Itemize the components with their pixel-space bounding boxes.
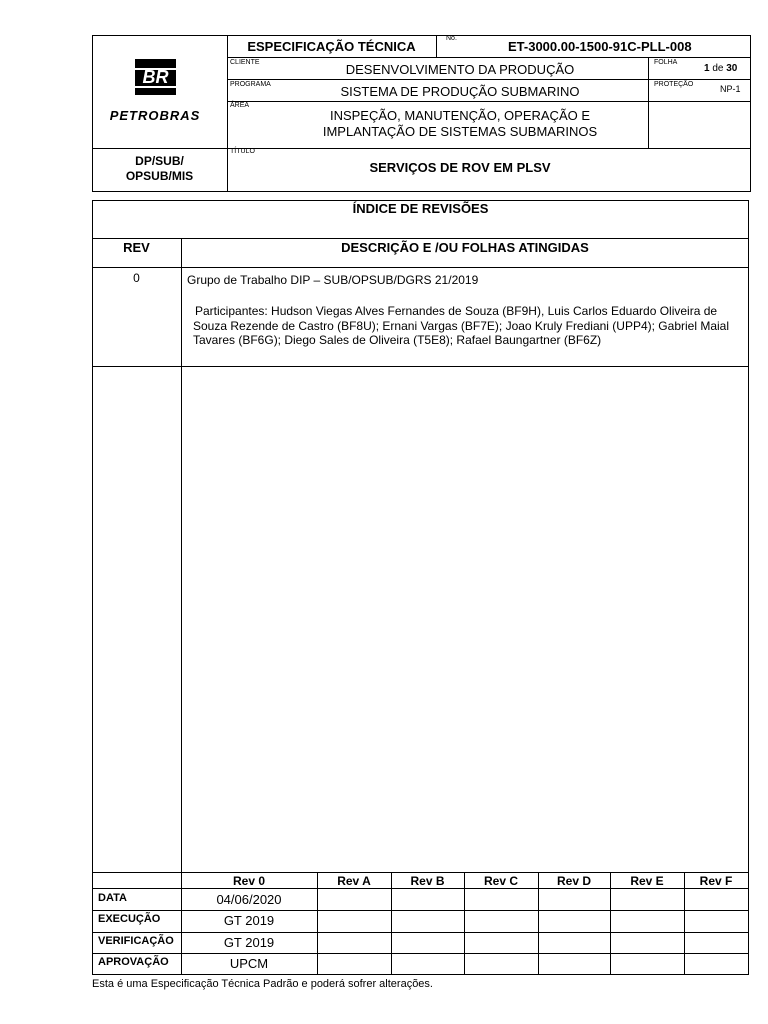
protecao-value: NP-1 — [720, 84, 741, 94]
divider — [227, 35, 228, 192]
divider — [92, 974, 749, 975]
department-line-1: DP/SUB/ — [135, 154, 184, 168]
divider — [684, 873, 685, 974]
area-line-1: INSPEÇÃO, MANUTENÇÃO, OPERAÇÃO E — [329, 108, 591, 123]
divider — [92, 366, 749, 367]
column-header-rev-e: Rev E — [630, 874, 664, 888]
area-label: ÁREA — [230, 102, 250, 109]
divider — [92, 910, 749, 911]
folha-total: 30 — [726, 63, 738, 74]
divider — [436, 35, 437, 57]
cliente-value: DESENVOLVIMENTO DA PRODUÇÃO — [345, 62, 575, 77]
divider — [92, 953, 749, 954]
br-logo-text: BR — [142, 67, 169, 87]
divider — [227, 57, 751, 58]
divider — [227, 79, 751, 80]
row-label-execucao: EXECUÇÃO — [98, 913, 161, 925]
cliente-label: CLIENTE — [230, 59, 260, 66]
footer-note: Esta é uma Especificação Técnica Padrão e poderá sofrer alterações. — [92, 978, 433, 990]
divider — [181, 238, 182, 873]
divider — [391, 873, 392, 974]
petrobras-logo — [99, 56, 219, 126]
folha-de: de — [712, 63, 724, 74]
programa-label: PROGRAMA — [230, 81, 271, 88]
column-header-description: DESCRIÇÃO E /OU FOLHAS ATINGIDAS — [341, 240, 589, 255]
row-label-aprovacao: APROVAÇÃO — [98, 956, 169, 968]
column-header-rev-a: Rev A — [337, 874, 371, 888]
column-header-rev-f: Rev F — [699, 874, 733, 888]
column-header-rev: REV — [123, 240, 150, 255]
divider — [92, 148, 751, 149]
revisions-title: ÍNDICE DE REVISÕES — [352, 201, 489, 216]
doc-number: ET-3000.00-1500-91C-PLL-008 — [508, 39, 692, 54]
revision-group: Grupo de Trabalho DIP – SUB/OPSUB/DGRS 21/2019 — [187, 273, 479, 287]
column-header-rev-c: Rev C — [483, 874, 518, 888]
folha-current: 1 — [704, 63, 710, 74]
divider — [610, 873, 611, 974]
protecao-label: PROTEÇÃO — [654, 81, 694, 88]
divider — [92, 267, 749, 268]
br-logo-mark — [135, 59, 176, 95]
company-name: PETROBRAS — [109, 108, 201, 123]
row-label-data: DATA — [98, 892, 127, 904]
programa-value: SISTEMA DE PRODUÇÃO SUBMARINO — [340, 84, 580, 99]
divider — [317, 873, 318, 974]
sheet-counter — [704, 63, 737, 75]
doc-type: ESPECIFICAÇÃO TÉCNICA — [247, 39, 416, 54]
divider — [464, 873, 465, 974]
area-line-2: IMPLANTAÇÃO DE SISTEMAS SUBMARINOS — [322, 124, 598, 139]
department-line-2: OPSUB/MIS — [125, 169, 194, 183]
column-header-rev-b: Rev B — [410, 874, 445, 888]
folha-label: FOLHA — [654, 59, 678, 66]
divider — [92, 932, 749, 933]
titulo-value: SERVIÇOS DE ROV EM PLSV — [369, 160, 551, 175]
rev0-execucao: GT 2019 — [223, 913, 275, 928]
row-label-verificacao: VERIFICAÇÃO — [98, 935, 174, 947]
column-header-rev-0: Rev 0 — [232, 874, 266, 888]
revisions-frame — [92, 200, 749, 873]
rev0-aprovacao: UPCM — [229, 956, 269, 971]
divider — [538, 873, 539, 974]
revision-number: 0 — [133, 271, 140, 285]
divider — [92, 888, 749, 889]
divider — [92, 873, 93, 974]
divider — [92, 238, 749, 239]
divider — [227, 101, 751, 102]
titulo-label: TÍTULO — [230, 148, 255, 155]
no-label: No. — [446, 35, 457, 42]
divider — [748, 873, 749, 974]
rev0-verificacao: GT 2019 — [223, 935, 275, 950]
rev0-data: 04/06/2020 — [216, 892, 282, 907]
revision-participants: Participantes: Hudson Viegas Alves Fernandes de Souza (BF9H), Luis Carlos Eduardo Oliveira de Souza Rezende de Castro (BF8U); Ernani Vargas (BF7E); Joao Kruly Frediani (UPP4); Gabriel Maial Tavares (BF6G); Diego Sales de Oliveira (T5E8); Rafael Baungartner (BF6Z) — [193, 304, 729, 347]
column-header-rev-d: Rev D — [556, 874, 591, 888]
